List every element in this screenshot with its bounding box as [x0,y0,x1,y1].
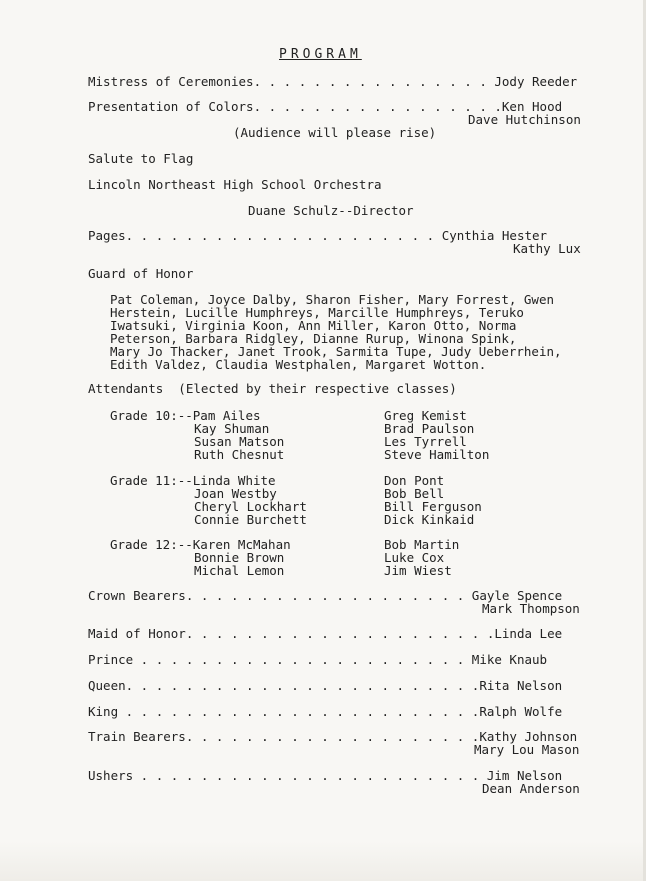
grade11-boy: Dick Kinkaid [384,512,475,527]
crown-bearers-line-2: Mark Thompson [482,601,580,616]
salute-line: Salute to Flag [88,151,194,166]
grade11-boy: Don Pont [384,473,445,488]
grade12-girl: Grade 12:--Karen McMahan [110,537,291,552]
guard-name-line: Edith Valdez, Claudia Westphalen, Margaret Wotton. [110,357,487,372]
grade10-boy: Greg Kemist [384,408,467,423]
pages-line: Pages. . . . . . . . . . . . . . . . . . . . . Cynthia Hester [88,228,548,243]
grade10-girl: Kay Shuman [194,421,270,436]
crown-bearers-line: Crown Bearers. . . . . . . . . . . . . . . . . . . Gayle Spence [88,588,563,603]
grade11-boy: Bill Ferguson [384,499,482,514]
guard-name-line: Mary Jo Thacker, Janet Trook, Sarmita Tupe, Judy Ueberrhein, [110,344,562,359]
pages-line-2: Kathy Lux [513,241,581,256]
grade10-girl: Grade 10:--Pam Ailes [110,408,261,423]
guard-name-line: Herstein, Lucille Humphreys, Marcille Humphreys, Teruko [110,305,524,320]
grade11-girl: Connie Burchett [194,512,307,527]
queen-line: Queen. . . . . . . . . . . . . . . . . . . . . . . .Rita Nelson [88,678,563,693]
colors-note: (Audience will please rise) [233,125,437,140]
train-bearers-line: Train Bearers. . . . . . . . . . . . . . . . . . . .Kathy Johnson [88,729,578,744]
grade12-girl: Michal Lemon [194,563,285,578]
guard-name-line: Pat Coleman, Joyce Dalby, Sharon Fisher, Mary Forrest, Gwen [110,292,555,307]
colors-line-2: Dave Hutchinson [468,112,581,127]
page-title: PROGRAM [279,47,362,62]
guard-name-line: Peterson, Barbara Ridgley, Dianne Rurup, Winona Spink, [110,331,517,346]
ushers-line-2: Dean Anderson [482,781,580,796]
grade12-boy: Jim Wiest [384,563,452,578]
grade12-boy: Bob Martin [384,537,460,552]
mistress-line: Mistress of Ceremonies. . . . . . . . . . . . . . . . Jody Reeder [88,74,578,89]
guard-name-line: Iwatsuki, Virginia Koon, Ann Miller, Karon Otto, Norma [110,318,517,333]
king-line: King . . . . . . . . . . . . . . . . . . . . . . . .Ralph Wolfe [88,704,563,719]
train-bearers-line-2: Mary Lou Mason [474,742,580,757]
grade11-girl: Joan Westby [194,486,277,501]
director-line: Duane Schulz--Director [248,203,414,218]
attendants-heading: Attendants (Elected by their respective classes) [88,381,457,396]
colors-line: Presentation of Colors. . . . . . . . . . . . . . . . .Ken Hood [88,99,563,114]
grade10-girl: Ruth Chesnut [194,447,285,462]
orchestra-line: Lincoln Northeast High School Orchestra [88,177,382,192]
prince-line: Prince . . . . . . . . . . . . . . . . . . . . . . Mike Knaub [88,652,548,667]
grade10-boy: Steve Hamilton [384,447,490,462]
grade11-girl: Grade 11:--Linda White [110,473,276,488]
maid-of-honor-line: Maid of Honor. . . . . . . . . . . . . . . . . . . . .Linda Lee [88,626,563,641]
page-bottom-shadow [0,841,646,881]
grade12-boy: Luke Cox [384,550,445,565]
guard-heading: Guard of Honor [88,266,194,281]
ushers-line: Ushers . . . . . . . . . . . . . . . . . . . . . . . Jim Nelson [88,768,563,783]
grade11-girl: Cheryl Lockhart [194,499,307,514]
grade10-boy: Brad Paulson [384,421,475,436]
grade11-boy: Bob Bell [384,486,445,501]
grade12-girl: Bonnie Brown [194,550,285,565]
grade10-boy: Les Tyrrell [384,434,467,449]
grade10-girl: Susan Matson [194,434,285,449]
